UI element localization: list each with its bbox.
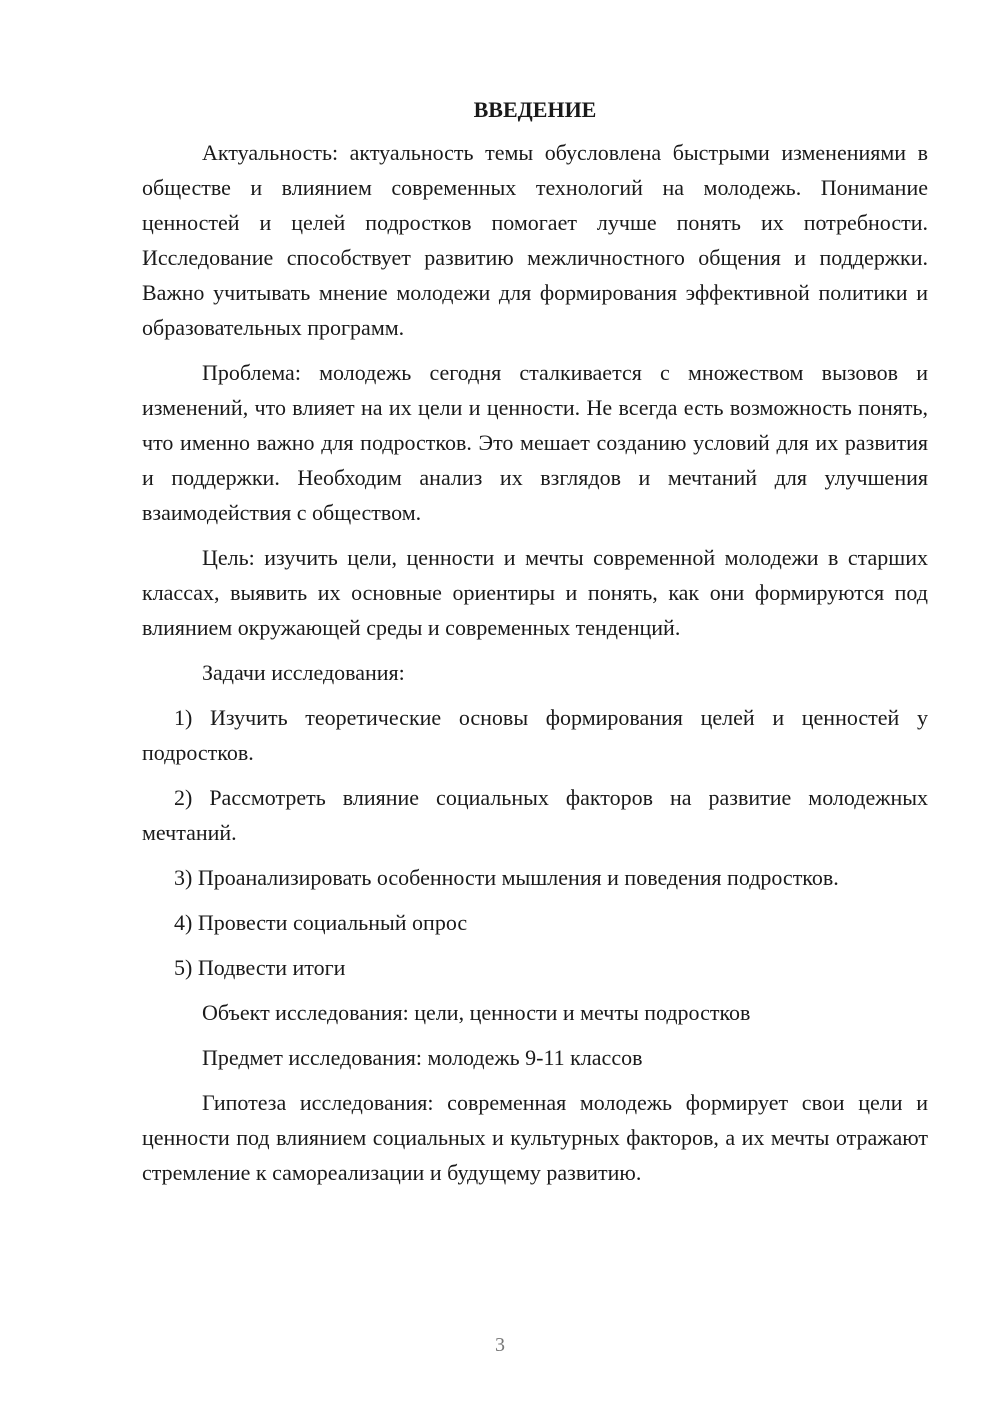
research-hypothesis: Гипотеза исследования: современная молодежь формирует свои цели и ценности под влиянием социальных и культурных факторов, а их мечты отражают стремление к самореализации и будущему развитию. — [142, 1090, 928, 1185]
section-title: ВВЕДЕНИЕ — [473, 97, 597, 122]
task-item-5: 5) Подвести итоги — [174, 955, 346, 980]
research-subject: Предмет исследования: молодежь 9-11 классов — [202, 1045, 643, 1070]
relevance-paragraph: Актуальность: актуальность темы обусловлена быстрыми изменениями в обществе и влиянием современных технологий на молодежь. Понимание ценностей и целей подростков помогает лучше понять их потребности. Исследование способствует развитию межличностного общения и поддержки. Важно учитывать мнение молодежи для формирования эффективной политики и образовательных программ. — [142, 140, 928, 340]
page-number: 3 — [495, 1334, 505, 1356]
research-object: Объект исследования: цели, ценности и мечты подростков — [202, 1000, 751, 1025]
document-page — [142, 92, 928, 1200]
task-item-4: 4) Провести социальный опрос — [174, 910, 468, 935]
task-item-1: 1) Изучить теоретические основы формирования целей и ценностей у подростков. — [142, 705, 928, 765]
problem-paragraph: Проблема: молодежь сегодня сталкивается с множеством вызовов и изменений, что влияет на их цели и ценности. Не всегда есть возможность понять, что именно важно для подростков. Это мешает созданию условий для их развития и поддержки. Необходим анализ их взглядов и мечтаний для улучшения взаимодействия с обществом. — [142, 360, 928, 525]
goal-paragraph: Цель: изучить цели, ценности и мечты современной молодежи в старших классах, выявить их основные ориентиры и понять, как они формируются под влиянием окружающей среды и современных тенденций. — [142, 545, 928, 640]
task-item-3: 3) Проанализировать особенности мышления и поведения подростков. — [174, 865, 839, 890]
task-item-2: 2) Рассмотреть влияние социальных факторов на развитие молодежных мечтаний. — [142, 785, 928, 845]
tasks-heading: Задачи исследования: — [202, 660, 405, 685]
